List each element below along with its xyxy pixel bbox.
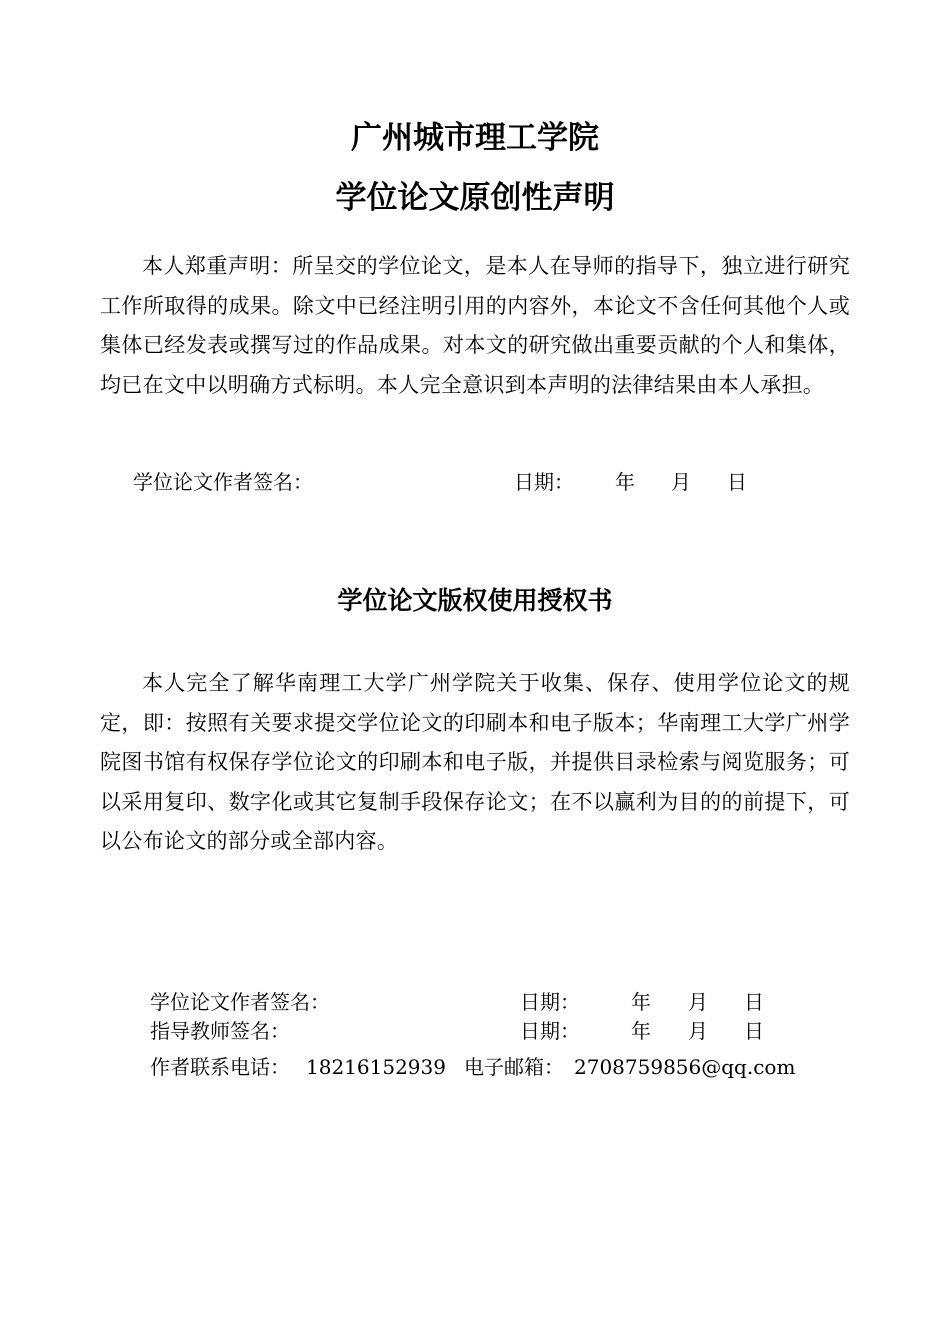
email-value: 2708759856@qq.com [574,1055,796,1079]
authorization-body: 本人完全了解华南理工大学广州学院关于收集、保存、使用学位论文的规定，即：按照有关要求提交学位论文的印刷本和电子版本；华南理工大学广州学院图书馆有权保存学位论文的印刷本和电子版，并提供目录检索与阅览服务；可以采用复印、数字化或其它复制手段保存论文；在不以赢利为目的的前提下，可以公布论文的部分或全部内容。 [100,671,850,853]
author-day-label: 日 [744,990,764,1014]
declaration-day-label: 日 [727,470,747,494]
authorization-title: 学位论文版权使用授权书 [337,586,613,615]
phone-label: 作者联系电话： [150,1055,290,1079]
author-date-label: 日期： [520,990,580,1014]
declaration-date-label: 日期： [514,470,574,494]
institution-title: 广州城市理工学院 [351,120,599,156]
supervisor-month-label: 月 [688,1019,708,1043]
email-label: 电子邮箱： [464,1055,564,1079]
supervisor-signature-label: 指导教师签名： [150,1019,290,1043]
declaration-month-label: 月 [671,470,691,494]
author-signature-label: 学位论文作者签名： [150,990,330,1014]
author-year-label: 年 [631,990,651,1014]
supervisor-day-label: 日 [744,1019,764,1043]
author-month-label: 月 [688,990,708,1014]
declaration-title: 学位论文原创性声明 [335,180,615,216]
supervisor-date-label: 日期： [520,1019,580,1043]
declaration-signature-label: 学位论文作者签名： [133,470,313,494]
declaration-year-label: 年 [615,470,635,494]
supervisor-year-label: 年 [631,1019,651,1043]
declaration-body: 本人郑重声明：所呈交的学位论文，是本人在导师的指导下，独立进行研究工作所取得的成果。除文中已经注明引用的内容外，本论文不含任何其他个人或集体已经发表或撰写过的作品成果。对本文的研究做出重要贡献的个人和集体，均已在文中以明确方式标明。本人完全意识到本声明的法律结果由本人承担。 [100,254,850,397]
phone-value: 18216152939 [306,1055,446,1079]
